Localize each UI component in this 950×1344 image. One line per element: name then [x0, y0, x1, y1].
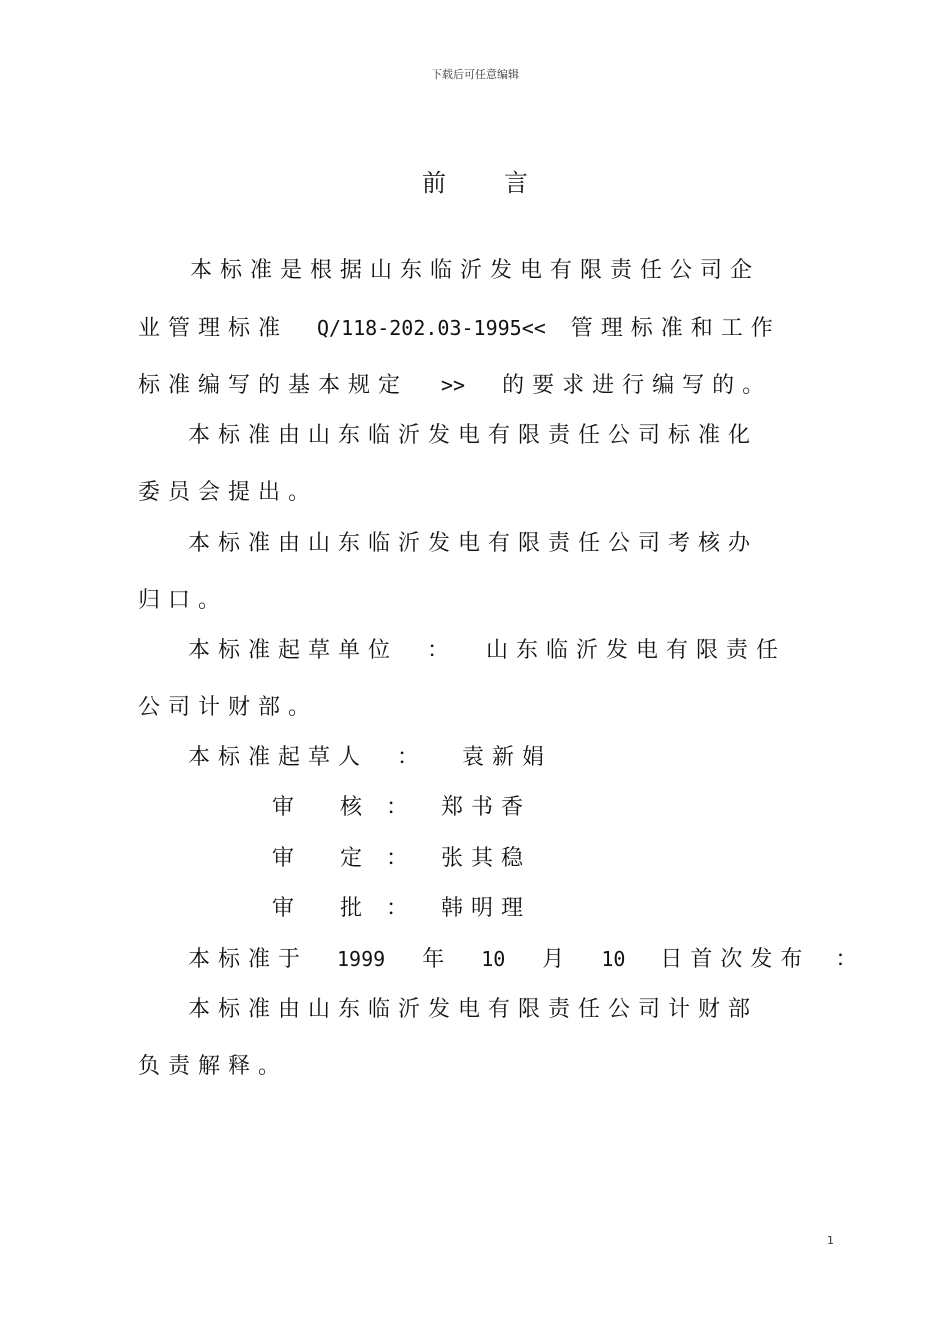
approval-colon: ：	[386, 896, 415, 921]
page-title: 前言	[422, 169, 586, 197]
para1-line3-text-b: 的要求进行编写的。	[502, 373, 773, 398]
release-colon: ：	[835, 947, 866, 972]
closing-mark: >>	[441, 373, 466, 397]
approver-name: 张其稳	[441, 846, 532, 871]
release-date-line	[188, 944, 888, 975]
approval-role-char: 审	[272, 795, 301, 820]
release-day: 10	[601, 947, 626, 971]
approval-review	[272, 793, 531, 823]
approval-role-char: 审	[272, 896, 301, 921]
standard-code: Q/118-202.03-1995<<	[317, 316, 546, 340]
approval-role-char: 批	[340, 896, 369, 921]
approval-role-char: 定	[340, 846, 369, 871]
para1-line1: 本标准是根据山东临沂发电有限责任公司企	[190, 258, 761, 283]
para2-line1: 本标准由山东临沂发电有限责任公司标准化	[188, 423, 759, 448]
release-text-b: 日首次发布	[660, 947, 811, 972]
drafter-label: 本标准起草人	[188, 745, 369, 770]
drafting-unit-colon: ：	[427, 638, 458, 663]
para1-line2-text-b: 管理标准和工作	[570, 316, 781, 341]
drafting-unit-value: 山东临沂发电有限责任	[486, 638, 787, 663]
para1-line2	[138, 313, 838, 344]
approver-name: 韩明理	[441, 896, 532, 921]
approval-authorize	[272, 894, 531, 924]
page-number: 1	[827, 1234, 834, 1247]
release-year: 1999	[337, 947, 386, 971]
month-char: 月	[542, 947, 573, 972]
para7-line2: 负责解释。	[138, 1054, 289, 1079]
para4-line1	[188, 636, 888, 666]
approval-role-char: 审	[272, 846, 301, 871]
release-text-a: 本标准于	[188, 947, 309, 972]
para2-line2: 委员会提出。	[138, 480, 319, 505]
page-header: 下载后可任意编辑	[431, 68, 519, 81]
para3-line1: 本标准由山东临沂发电有限责任公司考核办	[188, 531, 759, 556]
approval-colon: ：	[386, 795, 415, 820]
drafter-name: 袁新娟	[462, 745, 553, 770]
release-month: 10	[481, 947, 506, 971]
para7-line1: 本标准由山东临沂发电有限责任公司计财部	[188, 997, 759, 1022]
drafting-unit-label: 本标准起草单位	[188, 638, 399, 663]
para1-line3-text-a: 标准编写的基本规定	[138, 373, 409, 398]
para3-line2: 归口。	[138, 588, 229, 613]
approval-confirm	[272, 844, 531, 874]
para1-line3	[138, 370, 838, 401]
approval-role-char: 核	[340, 795, 369, 820]
para4-line2: 公司计财部。	[138, 695, 319, 720]
drafter-colon: ：	[397, 745, 428, 770]
approver-name: 郑书香	[441, 795, 532, 820]
para1-line2-text-a: 业管理标准	[138, 316, 289, 341]
approval-colon: ：	[386, 846, 415, 871]
year-char: 年	[422, 947, 453, 972]
drafter-line	[188, 743, 888, 773]
